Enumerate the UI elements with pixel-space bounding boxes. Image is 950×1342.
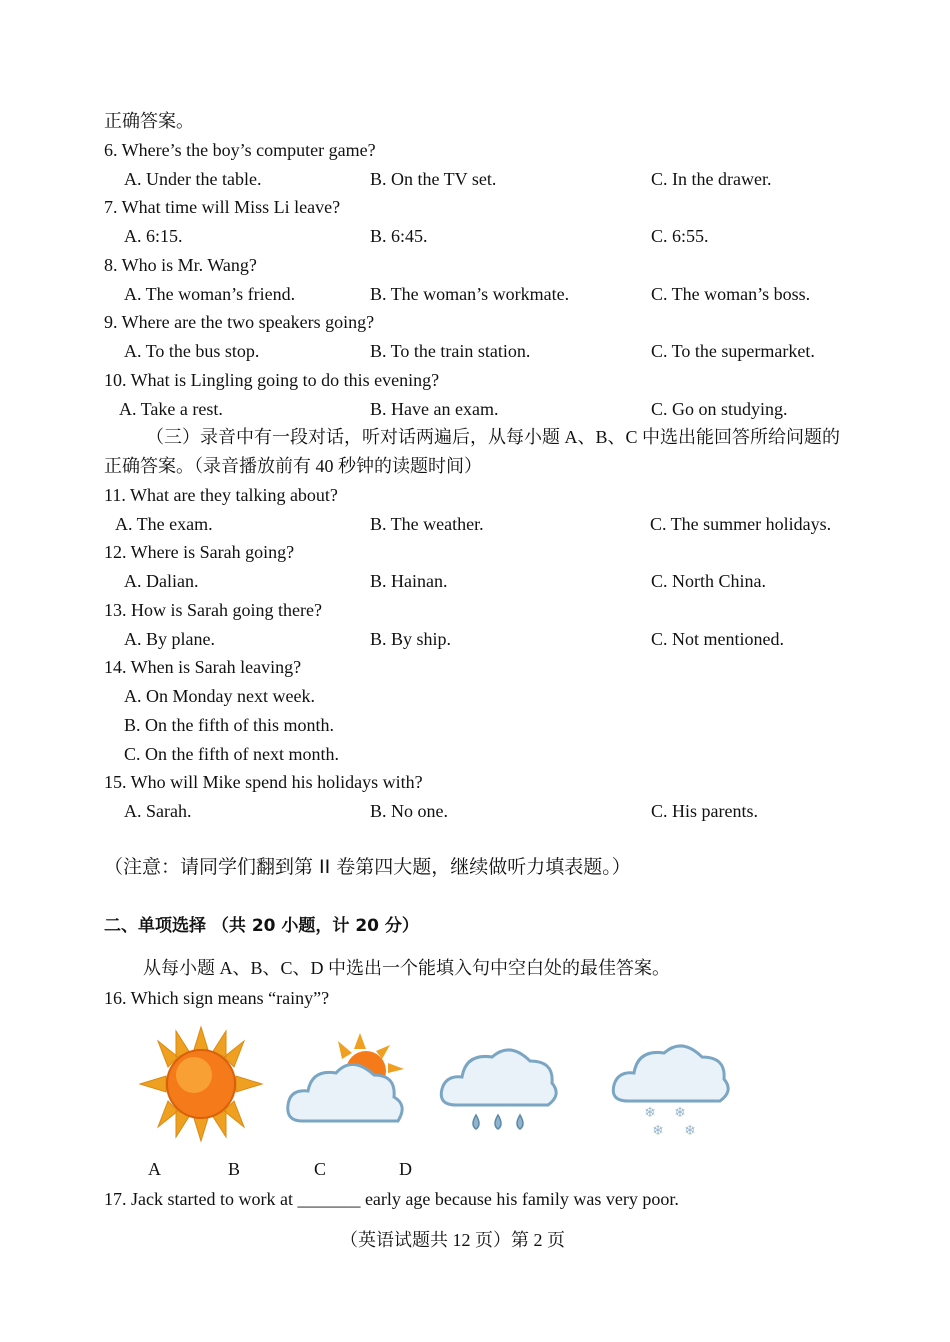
option-c: C. Go on studying. [651,399,788,419]
option-a: A. Dalian. [124,571,199,591]
option-c: C. North China. [651,571,766,591]
question-9: 9. Where are the two speakers going? [104,312,375,332]
option-c: C. The woman’s boss. [651,284,811,304]
option-c: C. His parents. [651,801,758,821]
option-label-a: A [148,1159,161,1179]
question-11: 11. What are they talking about? [104,485,338,505]
option-b: B. No one. [370,801,448,821]
option-b: B. The weather. [370,514,484,534]
option-c: C. In the drawer. [651,169,772,189]
partly-cloudy-icon [282,1025,412,1143]
option-c: C. 6:55. [651,226,709,246]
option-c: C. The summer holidays. [650,514,832,534]
option-b: B. On the fifth of this month. [124,715,334,735]
option-label-c: C [314,1159,327,1179]
option-b: B. By ship. [370,629,452,649]
question-10: 10. What is Lingling going to do this evening? [104,370,440,390]
option-b: B. To the train station. [370,341,531,361]
option-a: A. Take a rest. [119,399,223,419]
option-a: A. The woman’s friend. [124,284,296,304]
question-7: 7. What time will Miss Li leave? [104,197,341,217]
section3-instruction-line2: 正确答案。（录音播放前有 40 秒钟的读题时间） [104,456,482,476]
option-c: C. On the fifth of next month. [124,744,339,764]
option-c: C. Not mentioned. [651,629,784,649]
option-a: A. Sarah. [124,801,192,821]
section3-instruction-line1: （三）录音中有一段对话，听对话两遍后，从每小题 A、B、C 中选出能回答所给问题的 [146,427,841,447]
question-16: 16. Which sign means “rainy”? [104,988,330,1008]
option-b: B. 6:45. [370,226,428,246]
option-b: B. On the TV set. [370,169,497,189]
question-12: 12. Where is Sarah going? [104,542,295,562]
svg-text:❄: ❄ [644,1105,656,1121]
option-a: A. To the bus stop. [124,341,260,361]
option-b: B. Have an exam. [370,399,499,419]
option-b: B. The woman’s workmate. [370,284,570,304]
question-6: 6. Where’s the boy’s computer game? [104,140,376,160]
question-13: 13. How is Sarah going there? [104,600,322,620]
svg-text:❄: ❄ [652,1123,664,1139]
option-b: B. Hainan. [370,571,448,591]
svg-text:❄: ❄ [684,1123,696,1139]
part2-instruction: 从每小题 A、B、C、D 中选出一个能填入句中空白处的最佳答案。 [143,958,671,978]
part2-heading: 二、单项选择 （共 20 小题，计 20 分） [104,916,419,936]
snow-icon [604,1025,734,1143]
intro-tail: 正确答案。 [104,111,194,131]
option-c: C. To the supermarket. [651,341,815,361]
option-a: A. By plane. [124,629,215,649]
option-a: A. On Monday next week. [124,686,315,706]
option-label-d: D [399,1159,412,1179]
question-14: 14. When is Sarah leaving? [104,657,302,677]
option-a: A. Under the table. [124,169,262,189]
notice: （注意：请同学们翻到第 II 卷第四大题，继续做听力填表题。） [104,856,631,878]
page-footer: （英语试题共 12 页）第 2 页 [340,1230,565,1250]
option-label-b: B [228,1159,241,1179]
sun-icon [136,1025,266,1143]
option-a: A. The exam. [115,514,213,534]
question-8: 8. Who is Mr. Wang? [104,255,257,275]
rain-icon [432,1025,562,1143]
question-17: 17. Jack started to work at _______ early age because his family was very poor. [104,1189,679,1209]
option-a: A. 6:15. [124,226,183,246]
svg-text:❄: ❄ [674,1105,686,1121]
question-15: 15. Who will Mike spend his holidays with? [104,772,423,792]
